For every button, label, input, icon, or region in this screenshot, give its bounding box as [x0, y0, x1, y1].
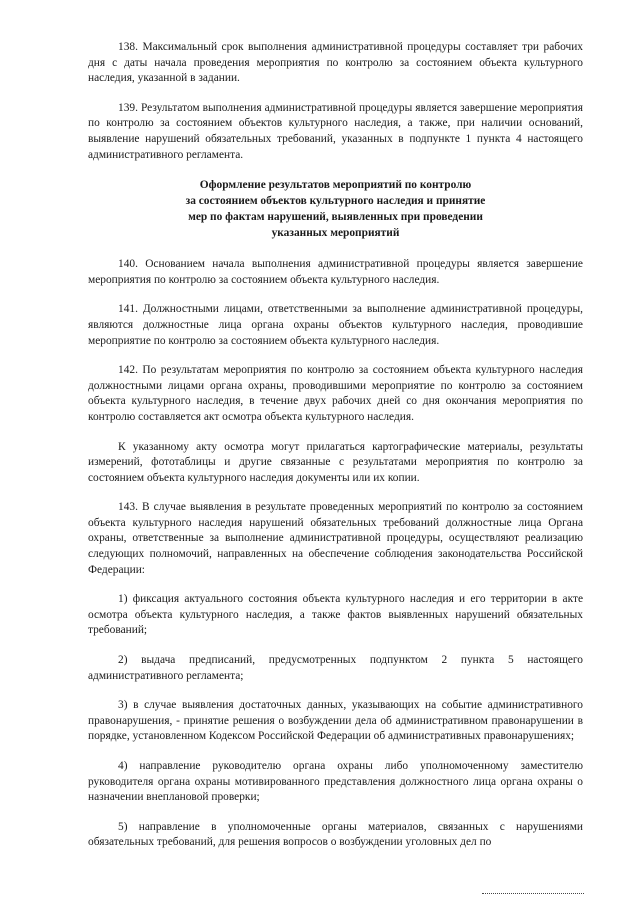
list-item-1: 1) фиксация актуального состояния объекта культурного наследия и его территории в акте осмотра объекта культурного наследия, а также фактов выявленных нарушений обязательных требований; [88, 593, 583, 637]
paragraph-142-attachments: К указанному акту осмотра могут прилагаться картографические материалы, результаты измерений, фототаблицы и другие связанные с результатами мероприятия по контролю за состоянием объекта культурного наследия документы или их копии. [88, 440, 583, 484]
list-item-4: 4) направление руководителю органа охраны либо уполномоченному заместителю руководителя органа охраны мотивированного представления должностного лица органа охраны о назначении внеплановой проверки; [88, 760, 583, 804]
heading-line-1: Оформление результатов мероприятий по контролю [199, 179, 472, 192]
paragraph-142: 142. По результатам мероприятия по контролю за состоянием объекта культурного наследия должностными лицами органа охраны, проводившими мероприятие по контролю за состоянием объекта культурного наследия, в течение двух рабочих дней со дня окончания мероприятия по контролю составляется акт осмотра объекта культурного наследия. [88, 364, 583, 423]
list-item-3: 3) в случае выявления достаточных данных, указывающих на событие административного правонарушения, - принятие решения о возбуждении дела об административном правонарушении в порядке, установленном Кодексом Российской Федерации об административных правонарушениях; [88, 699, 583, 743]
list-item-5: 5) направление в уполномоченные органы материалов, связанных с нарушениями обязательных требований, для решения вопросов о возбуждении уголовных дел по [88, 820, 583, 849]
footer-dotted-line [482, 893, 584, 894]
document-page [88, 40, 583, 865]
heading-line-3: мер по фактам нарушений, выявленных при проведении [188, 211, 483, 224]
paragraph-140: 140. Основанием начала выполнения административной процедуры является завершение мероприятия по контролю за состоянием объекта культурного наследия. [88, 258, 583, 286]
list-item-2: 2) выдача предписаний, предусмотренных подпунктом 2 пункта 5 настоящего административного регламента; [88, 654, 583, 682]
paragraph-138: 138. Максимальный срок выполнения административной процедуры составляет три рабочих дня с даты начала проведения мероприятия по контролю за состоянием объекта культурного наследия, указанной в задании. [88, 41, 583, 85]
heading-line-2: за состоянием объектов культурного наследия и принятие [185, 195, 486, 208]
paragraph-143: 143. В случае выявления в результате проведенных мероприятий по контролю за состоянием объекта культурного наследия нарушений обязательных требований должностные лица Органа охраны, ответственные за выполнение административной процедуры, осуществляют реализацию следующих полномочий, направленных на обеспечение соблюдения законодательства Российской Федерации: [88, 501, 583, 576]
paragraph-139: 139. Результатом выполнения административной процедуры является завершение мероприятия по контролю за состоянием объектов культурного наследия, а также, при наличии оснований, выявление нарушений обязательных требований, указанных в подпункте 1 пункта 4 настоящего административного регламента. [88, 101, 583, 161]
paragraph-141: 141. Должностными лицами, ответственными за выполнение административной процедуры, являются должностные лица органа охраны объектов культурного наследия, проводившие мероприятие по контролю за состоянием объекта культурного наследия. [88, 303, 583, 347]
section-heading [88, 177, 583, 241]
heading-line-4: указанных мероприятий [271, 227, 400, 240]
